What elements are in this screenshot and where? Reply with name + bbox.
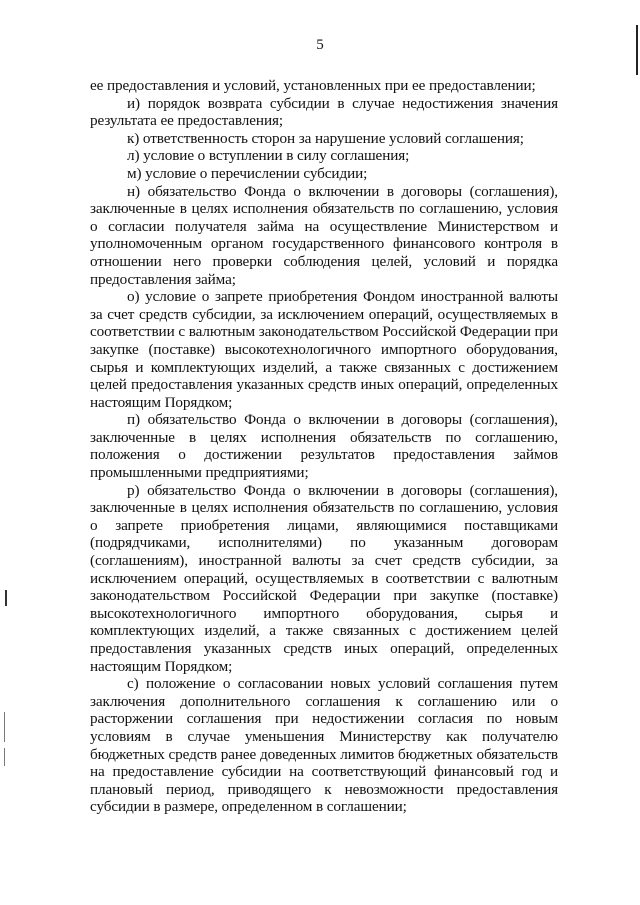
paragraph-n: н) обязательство Фонда о включении в договоры (соглашения), заключенные в целях исполнения обязательств по соглашению, условия о согласии получателя займа на осуществление Министерством и уполномоченным органом государственного финансового контроля в отношении него проверки соблюдения целей, условий и порядка предоставления займа; [90, 182, 558, 288]
scan-margin-mark [4, 748, 5, 766]
paragraph-m: м) условие о перечислении субсидии; [127, 164, 368, 182]
paragraph-l: л) условие о вступлении в силу соглашения; [127, 147, 410, 165]
scan-margin-mark [5, 590, 7, 606]
scan-margin-mark [4, 712, 5, 742]
paragraph-r: р) обязательство Фонда о включении в договоры (соглашения), заключенные в целях исполнения обязательств по соглашению, условия о запрете приобретения лицами, являющимися поставщиками (подрядчиками, исполнителями) по указанным договорам (соглашениям), иностранной валюты за счет средств субсидии, за исключением операций, осуществляемых в соответствии с валютным законодательством Российской Федерации при закупке (поставке) высокотехнологичного импортного оборудования, сырья и комплектующих изделий, а также связанных с достижением целей предоставления указанных средств иных операций, определенных настоящим Порядком; [90, 481, 558, 675]
paragraph-s: с) положение о согласовании новых условий соглашения путем заключения дополнительного соглашения к соглашению или о расторжении соглашения при недостижении согласия по новым условиям в случае уменьшения Министерству как получателю бюджетных средств ранее доведенных лимитов бюджетных обязательств на предоставление субсидии на соответствующий финансовый год и плановый период, приводящего к невозможности предоставления субсидии в размере, определенном в соглашении; [90, 675, 558, 816]
page-number: 5 [316, 37, 324, 53]
paragraph-o: о) условие о запрете приобретения Фондом иностранной валюты за счет средств субсидии, за исключением операций, осуществляемых в соответствии с валютным законодательством Российской Федерации при закупке (поставке) высокотехнологичного импортного оборудования, сырья и комплектующих изделий, а также связанных с достижением целей предоставления указанных средств иных операций, определенных настоящим Порядком; [90, 288, 558, 411]
paragraph-i: и) порядок возврата субсидии в случае недостижения значения результата ее предоставления; [90, 94, 558, 130]
paragraph-continuation: ее предоставления и условий, установленных при ее предоставлении; [90, 77, 536, 94]
paragraph-k: к) ответственность сторон за нарушение условий соглашения; [127, 129, 524, 147]
paragraph-p: п) обязательство Фонда о включении в договоры (соглашения), заключенные в целях исполнения обязательств по соглашению, положения о достижении результатов предоставления займов промышленными предприятиями; [90, 411, 558, 482]
document-body [90, 77, 558, 816]
